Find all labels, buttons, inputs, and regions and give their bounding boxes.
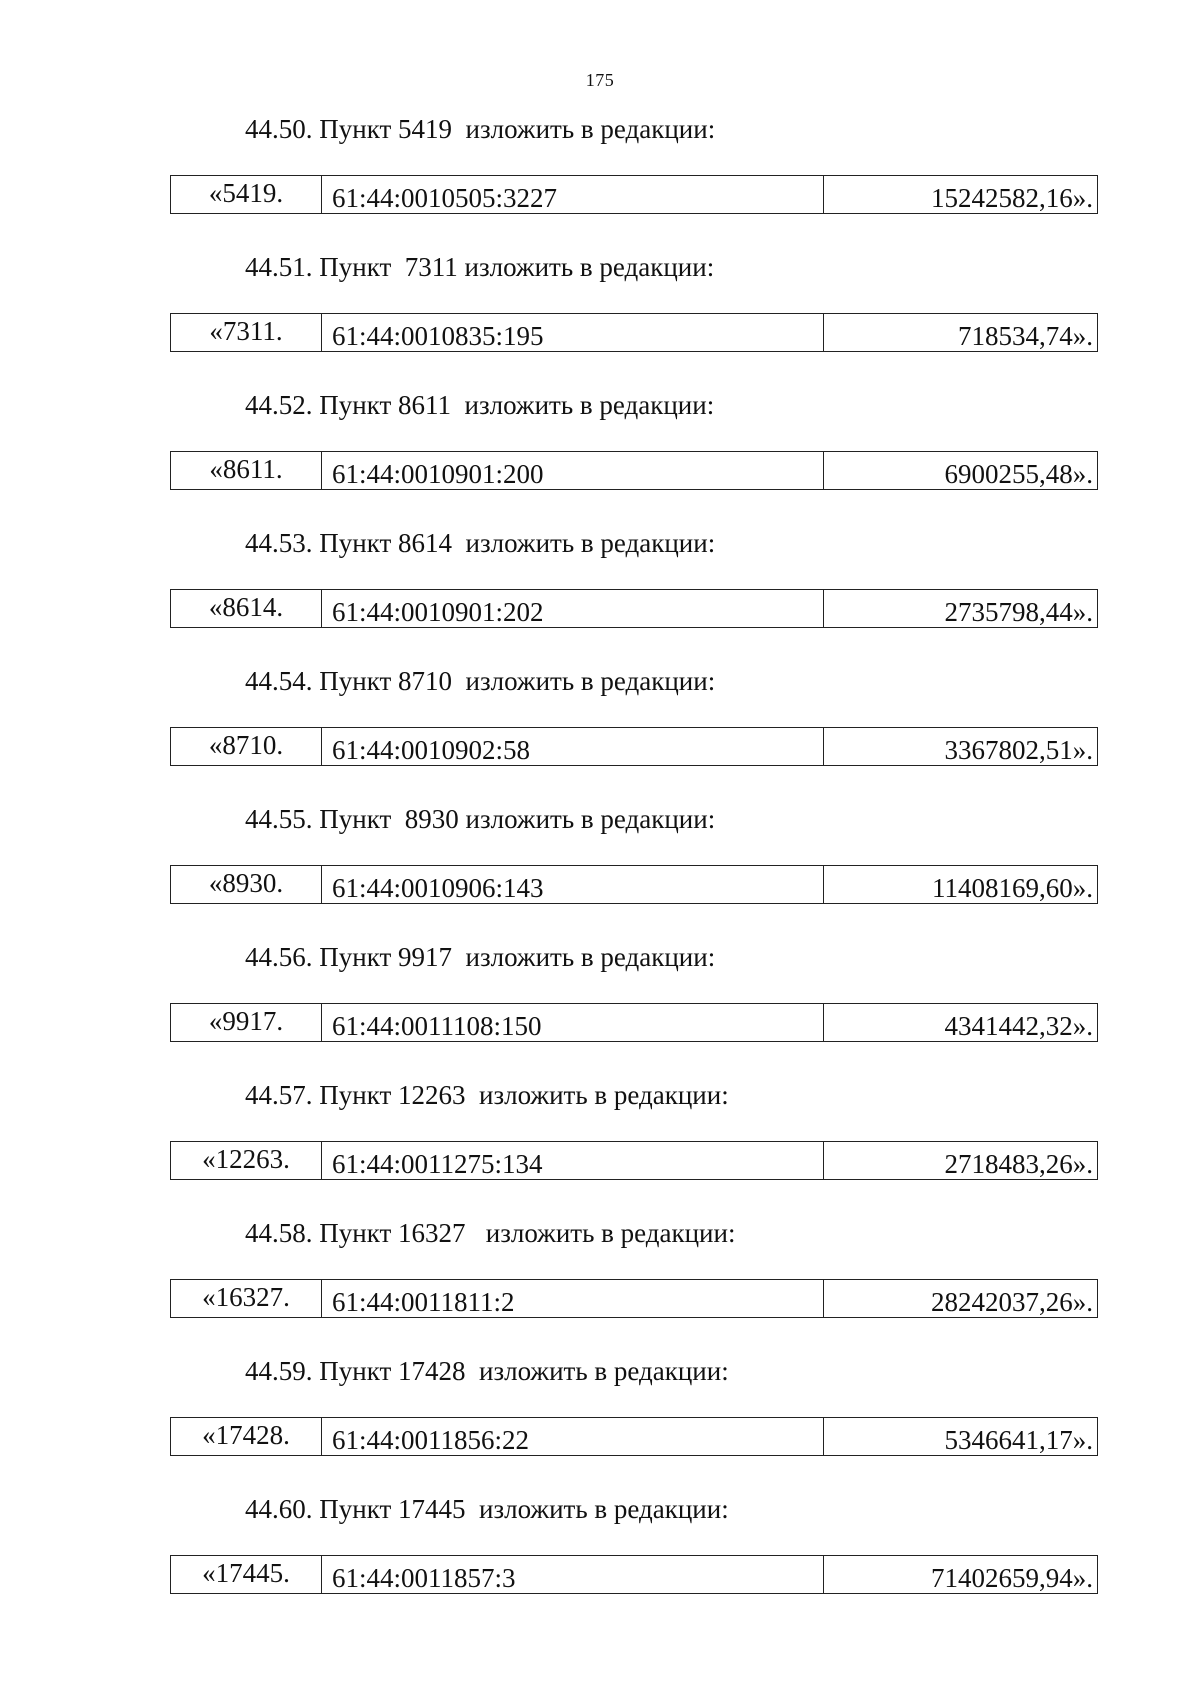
cadastral-value-cell: 5346641,17».	[944, 1425, 1093, 1455]
item-number-cell: «9917.	[171, 1004, 322, 1041]
amendment-paragraph: 44.51. Пункт 7311 изложить в редакции:	[245, 252, 715, 282]
amendment-entry	[0, 803, 1200, 941]
item-number-cell: «8614.	[171, 590, 322, 627]
amendment-entry	[0, 389, 1200, 527]
cadastral-number-cell: 61:44:0010505:3227	[322, 176, 824, 213]
amendment-entry	[0, 665, 1200, 803]
cadastral-value-cell: 6900255,48».	[944, 459, 1093, 489]
item-number-cell: «16327.	[171, 1280, 322, 1317]
table-row	[170, 1003, 1098, 1042]
table-row	[170, 1555, 1098, 1594]
amendment-entry	[0, 1493, 1200, 1631]
cadastral-value-cell: 2718483,26».	[944, 1149, 1093, 1179]
item-number-cell: «8710.	[171, 728, 322, 765]
amendment-entry	[0, 1079, 1200, 1217]
cadastral-number-cell: 61:44:0010901:200	[322, 452, 824, 489]
amendment-entry	[0, 941, 1200, 1079]
cadastral-value-cell: 718534,74».	[958, 321, 1093, 351]
cadastral-number-cell: 61:44:0011811:2	[322, 1280, 824, 1317]
cadastral-number-cell: 61:44:0010835:195	[322, 314, 824, 351]
cadastral-value-cell: 3367802,51».	[944, 735, 1093, 765]
table-row	[170, 865, 1098, 904]
amendment-paragraph: 44.56. Пункт 9917 изложить в редакции:	[245, 942, 716, 972]
amendment-paragraph: 44.50. Пункт 5419 изложить в редакции:	[245, 114, 716, 144]
cadastral-number-cell: 61:44:0011275:134	[322, 1142, 824, 1179]
table-row	[170, 451, 1098, 490]
table-row	[170, 589, 1098, 628]
table-row	[170, 1141, 1098, 1180]
item-number-cell: «7311.	[171, 314, 322, 351]
amendment-paragraph: 44.52. Пункт 8611 изложить в редакции:	[245, 390, 715, 420]
item-number-cell: «8611.	[171, 452, 322, 489]
cadastral-number-cell: 61:44:0011857:3	[322, 1556, 824, 1593]
cadastral-number-cell: 61:44:0010901:202	[322, 590, 824, 627]
cadastral-number-cell: 61:44:0010906:143	[322, 866, 824, 903]
amendment-paragraph: 44.53. Пункт 8614 изложить в редакции:	[245, 528, 716, 558]
amendment-paragraph: 44.59. Пункт 17428 изложить в редакции:	[245, 1356, 729, 1386]
table-row	[170, 313, 1098, 352]
item-number-cell: «12263.	[171, 1142, 322, 1179]
item-number-cell: «17428.	[171, 1418, 322, 1455]
table-row	[170, 1279, 1098, 1318]
item-number-cell: «5419.	[171, 176, 322, 213]
cadastral-number-cell: 61:44:0011856:22	[322, 1418, 824, 1455]
amendment-paragraph: 44.57. Пункт 12263 изложить в редакции:	[245, 1080, 729, 1110]
item-number-cell: «17445.	[171, 1556, 322, 1593]
amendment-entry	[0, 527, 1200, 665]
amendment-paragraph: 44.55. Пункт 8930 изложить в редакции:	[245, 804, 716, 834]
cadastral-value-cell: 28242037,26».	[931, 1287, 1093, 1317]
amendment-entry	[0, 251, 1200, 389]
cadastral-value-cell: 15242582,16».	[931, 183, 1093, 213]
item-number-cell: «8930.	[171, 866, 322, 903]
table-row	[170, 727, 1098, 766]
cadastral-value-cell: 2735798,44».	[944, 597, 1093, 627]
amendment-entry	[0, 1217, 1200, 1355]
amendment-entry	[0, 1355, 1200, 1493]
cadastral-number-cell: 61:44:0011108:150	[322, 1004, 824, 1041]
page-number: 175	[585, 70, 615, 90]
amendment-paragraph: 44.54. Пункт 8710 изложить в редакции:	[245, 666, 716, 696]
cadastral-value-cell: 71402659,94».	[931, 1563, 1093, 1593]
amendment-paragraph: 44.58. Пункт 16327 изложить в редакции:	[245, 1218, 736, 1248]
table-row	[170, 175, 1098, 214]
table-row	[170, 1417, 1098, 1456]
cadastral-value-cell: 4341442,32».	[944, 1011, 1093, 1041]
cadastral-number-cell: 61:44:0010902:58	[322, 728, 824, 765]
amendment-paragraph: 44.60. Пункт 17445 изложить в редакции:	[245, 1494, 729, 1524]
amendment-entry	[0, 113, 1200, 251]
cadastral-value-cell: 11408169,60».	[932, 873, 1093, 903]
